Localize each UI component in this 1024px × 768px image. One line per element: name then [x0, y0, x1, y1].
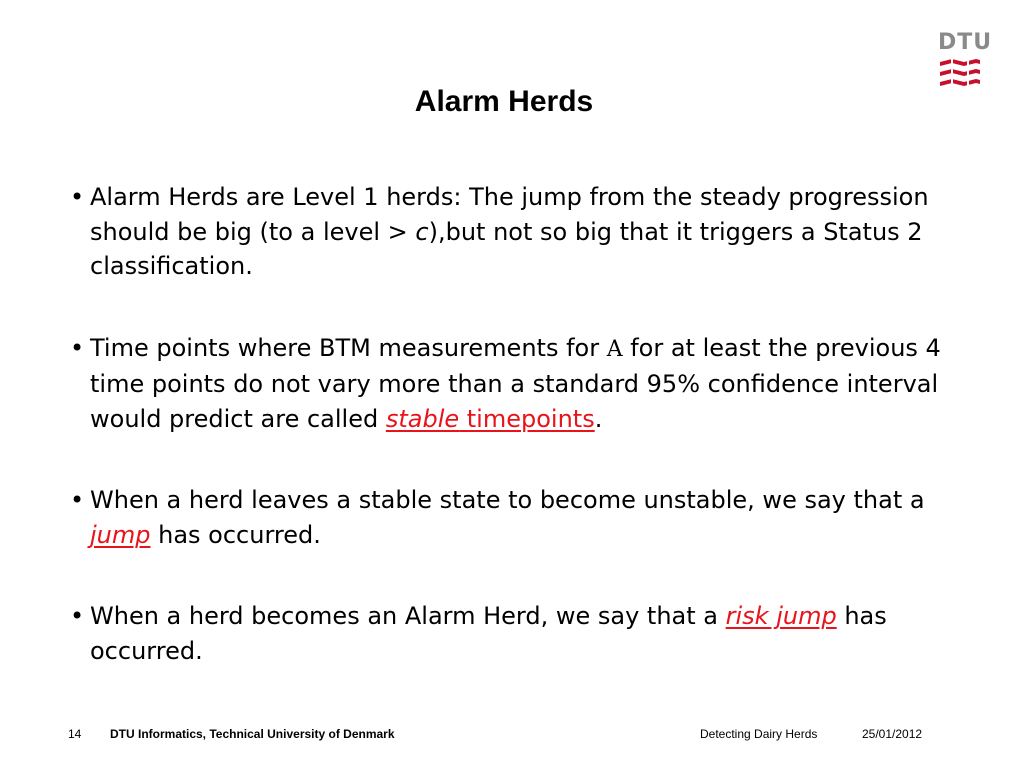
bullet-text: When a herd leaves a stable state to become unstable, we say that a: [90, 486, 925, 514]
term-italic: stable: [385, 404, 460, 433]
footer-institution: DTU Informatics, Technical University of Denmark: [110, 727, 395, 741]
bullet-item: [70, 483, 950, 552]
bullet-text: for at least the previous 4 time points do not vary more than a standard 95% confidence interval would predict are called: [90, 333, 941, 433]
stable-timepoints-term: [386, 405, 595, 433]
page-number: 14: [68, 727, 82, 741]
bullet-text: Time points where BTM measurements for: [90, 333, 607, 362]
bullet-item: [70, 331, 950, 437]
bullet-text: has occurred.: [150, 520, 321, 549]
bullet-item: [70, 180, 950, 284]
symbol-a: A: [606, 336, 623, 362]
term-rest: timepoints: [459, 404, 595, 433]
jump-term: jump: [90, 520, 151, 549]
footer-date: 25/01/2012: [862, 727, 923, 741]
logo-text: DTU: [938, 30, 993, 55]
bullet-list: [70, 180, 950, 668]
bullet-text: has occurred.: [90, 602, 887, 665]
bullet-text: .: [594, 404, 603, 433]
risk-jump-term: risk jump: [725, 602, 837, 630]
bullet-text: ),but not so big that it triggers a Status 2 classification.: [90, 217, 923, 280]
slide-title: Alarm Herds: [414, 85, 594, 118]
bullet-text: When a herd becomes an Alarm Herd, we say that a: [90, 602, 726, 630]
bullet-item: [70, 599, 950, 668]
bullet-text: Alarm Herds are Level 1 herds: The jump from the steady progression should be big (to a level >: [90, 183, 929, 246]
variable-c: c: [415, 217, 429, 246]
footer-topic: Detecting Dairy Herds: [700, 727, 818, 741]
